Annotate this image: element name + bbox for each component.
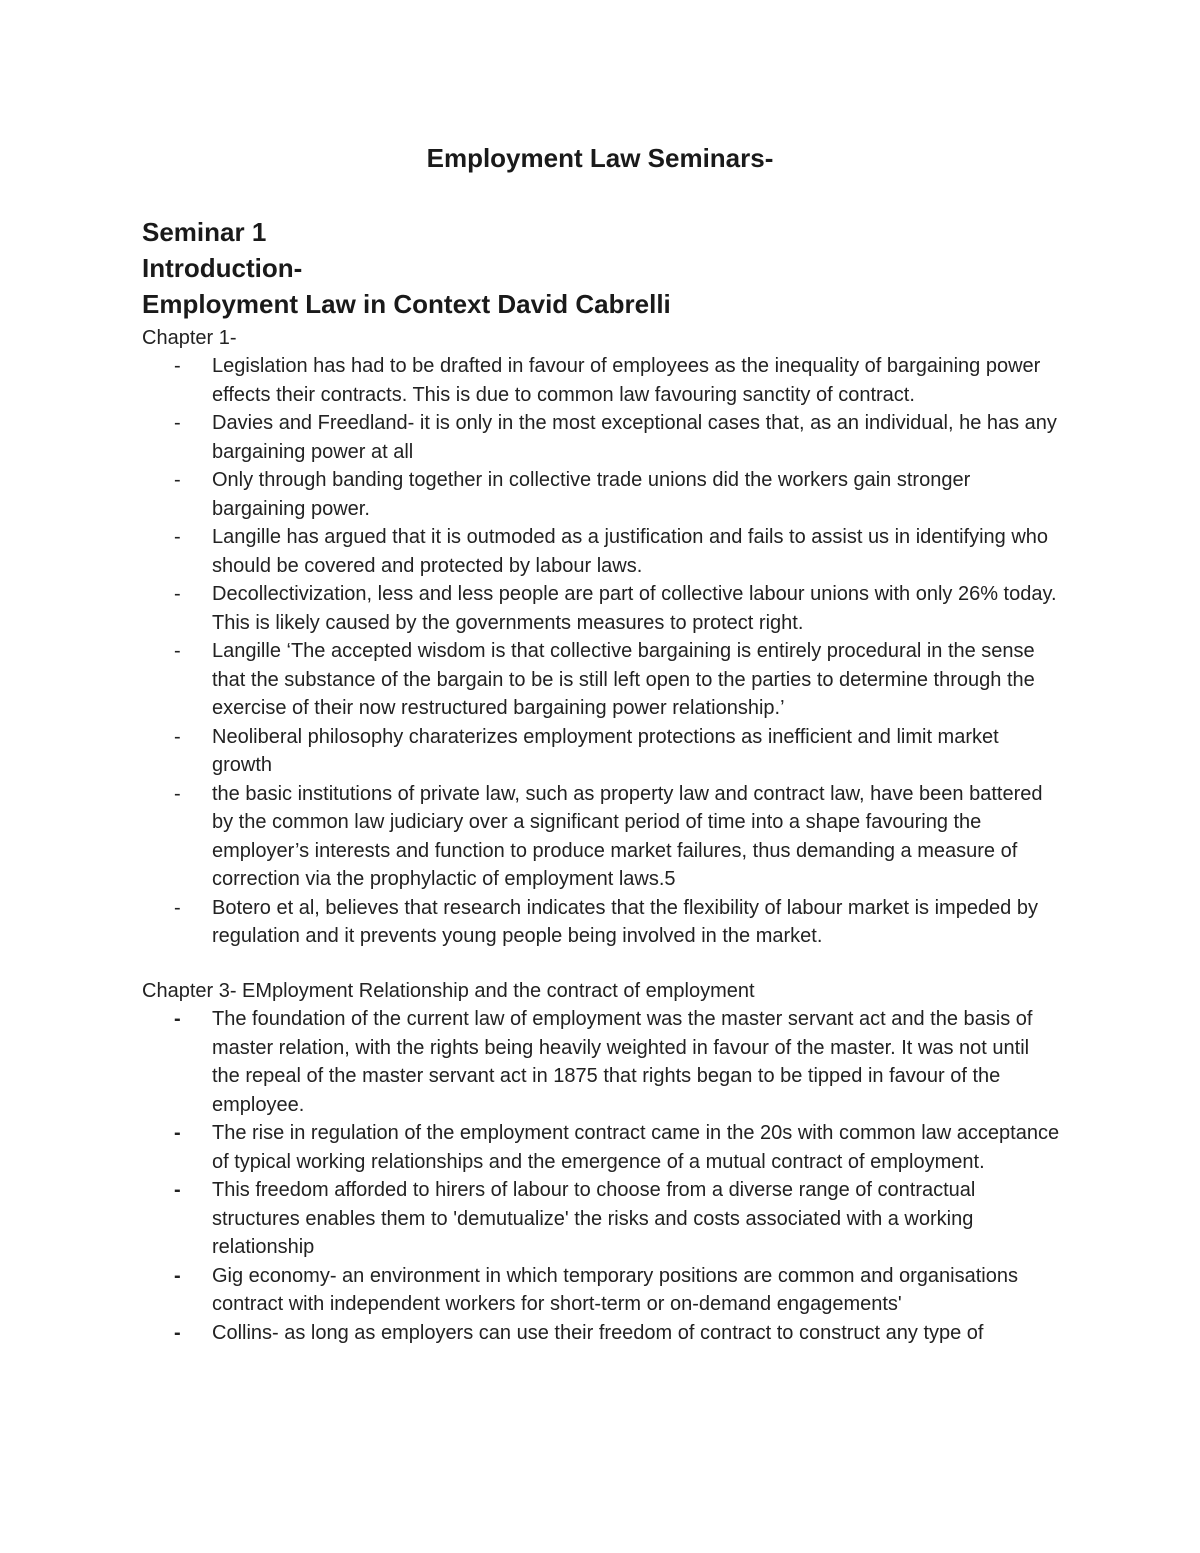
list-item-text: The foundation of the current law of employment was the master servant act and the basis of master relation, with the rights being heavily weighted in favour of the master. It was not until the repeal of the master servant act in 1875 that rights began to be tipped in favour of the employee. — [212, 1008, 1033, 1116]
list-item — [142, 1119, 1062, 1176]
list-item — [142, 409, 1062, 466]
list-item-text: Collins- as long as employers can use their freedom of contract to construct any type of — [212, 1321, 984, 1344]
list-item — [142, 580, 1062, 637]
list-item — [142, 1262, 1062, 1319]
chapter-1-bullet-list — [142, 352, 1062, 951]
bullet-dash: - — [174, 896, 181, 919]
list-item — [142, 1319, 1062, 1348]
list-item-text: Botero et al, believes that research indicates that the flexibility of labour market is impeded by regulation and it prevents young people being involved in the market. — [212, 896, 1038, 947]
introduction-heading: Introduction- — [142, 253, 303, 283]
list-item-text: The rise in regulation of the employment contract came in the 20s with common law acceptance of typical working relationships and the emergence of a mutual contract of employment. — [212, 1122, 1060, 1173]
list-item — [142, 894, 1062, 951]
list-item-text: Gig economy- an environment in which temporary positions are common and organisations contract with independent workers for short-term or on-demand engagements' — [212, 1264, 1018, 1315]
bullet-dash: - — [174, 725, 181, 748]
bullet-dash: - — [174, 1321, 181, 1344]
list-item — [142, 523, 1062, 580]
list-item-text: Langille has argued that it is outmoded as a justification and fails to assist us in identifying who should be covered and protected by labour laws. — [212, 526, 1049, 577]
list-item-text: Decollectivization, less and less people are part of collective labour unions with only 26% today. This is likely caused by the governments measures to protect right. — [212, 583, 1057, 634]
bullet-dash: - — [174, 782, 181, 805]
chapter-3-label: Chapter 3- EMployment Relationship and the contract of employment — [142, 980, 755, 1002]
bullet-dash: - — [174, 526, 181, 548]
list-item-text: Legislation has had to be drafted in favour of employees as the inequality of bargaining power effects their contracts. This is due to common law favouring sanctity of contract. — [212, 355, 1041, 406]
list-item-text: Only through banding together in collective trade unions did the workers gain stronger bargaining power. — [212, 469, 971, 520]
list-item — [142, 352, 1062, 409]
list-item — [142, 466, 1062, 523]
bullet-dash: - — [174, 1122, 181, 1144]
bullet-dash: - — [174, 583, 181, 605]
bullet-dash: - — [174, 640, 181, 662]
list-item-text: Neoliberal philosophy charaterizes employment protections as inefficient and limit market growth — [212, 725, 999, 776]
bullet-dash: - — [174, 1264, 181, 1287]
book-heading: Employment Law in Context David Cabrelli — [142, 289, 671, 319]
seminar-heading: Seminar 1 — [142, 217, 267, 247]
list-item — [142, 780, 1062, 894]
bullet-dash: - — [174, 1008, 181, 1030]
list-item-text: Davies and Freedland- it is only in the most exceptional cases that, as an individual, he has any bargaining power at all — [212, 412, 1057, 463]
list-item — [142, 723, 1062, 780]
bullet-dash: - — [174, 469, 181, 491]
bullet-dash: - — [174, 1179, 181, 1201]
document-title: Employment Law Seminars- — [426, 143, 774, 173]
chapter-3-bullet-list — [142, 1005, 1062, 1347]
list-item — [142, 1005, 1062, 1119]
list-item-text: the basic institutions of private law, such as property law and contract law, have been battered by the common law judiciary over a significant period of time into a shape favouring the employer’s interests and function to produce market failures, thus demanding a measure of correction via the prophylactic of employment laws.5 — [212, 782, 1043, 890]
list-item — [142, 1176, 1062, 1262]
bullet-dash: - — [174, 412, 181, 434]
list-item — [142, 637, 1062, 723]
bullet-dash: - — [174, 355, 181, 377]
list-item-text: This freedom afforded to hirers of labour to choose from a diverse range of contractual structures enables them to 'demutualize' the risks and costs associated with a working relationship — [212, 1179, 976, 1258]
chapter-1-label: Chapter 1- — [142, 327, 237, 349]
list-item-text: Langille ‘The accepted wisdom is that collective bargaining is entirely procedural in the sense that the substance of the bargain to be is still left open to the parties to determine through the exercise of their now restructured bargaining power relationship.’ — [212, 640, 1035, 719]
